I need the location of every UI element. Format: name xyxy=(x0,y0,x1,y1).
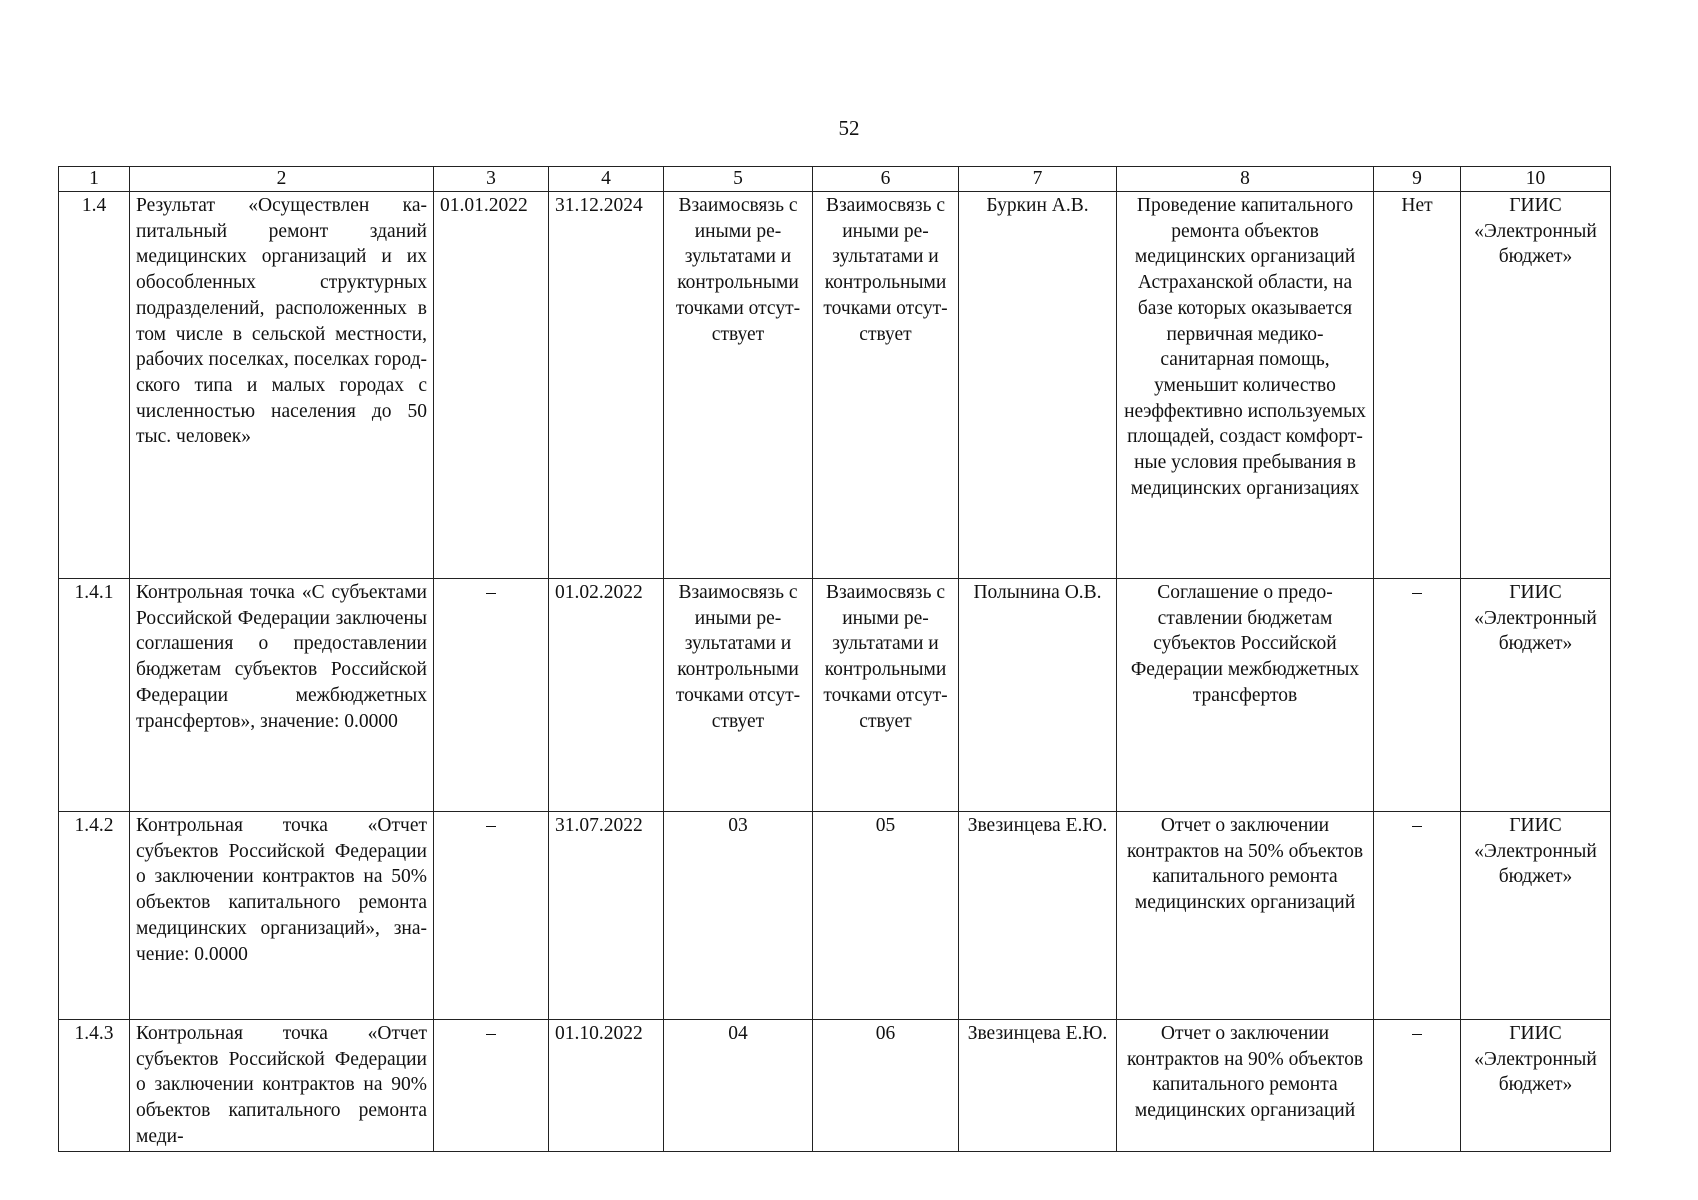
column-number-row xyxy=(59,167,1611,192)
information-system: ГИИС «Электронный бюджет» xyxy=(1461,579,1611,812)
end-date: 31.07.2022 xyxy=(549,812,664,1020)
page-number: 52 xyxy=(838,116,860,140)
successors: Взаимосвязь с иными результатами и контрольными точками отсутствует xyxy=(813,579,959,812)
item-name: Контрольная точка «Отчет субъектов Российской Федерации о заключении контрактов на 90% объектов капитального ремонта меди- xyxy=(130,1020,434,1152)
result-description: Отчет о заключении контрактов на 90% объектов капитального ремонта медицинских организаций xyxy=(1117,1020,1374,1152)
column-number: 10 xyxy=(1461,167,1611,192)
column-number: 5 xyxy=(664,167,813,192)
successors: 06 xyxy=(813,1020,959,1152)
start-date: – xyxy=(434,1020,549,1152)
result-description: Отчет о заключении контрактов на 50% объектов капитального ремонта медицинских организаций xyxy=(1117,812,1374,1020)
successors: Взаимосвязь с иными результатами и контрольными точками отсутствует xyxy=(813,192,959,579)
item-name: Результат «Осуществлен капитальный ремонт зданий медицинских организаций и их обособленных структурных подразделений, расположенных в том числе в сельской местности, рабочих поселках, поселках городского типа и малых городах с численностью населения до 50 тыс. человек» xyxy=(130,192,434,579)
start-date: – xyxy=(434,812,549,1020)
flag-value: Нет xyxy=(1374,192,1461,579)
successors: 05 xyxy=(813,812,959,1020)
column-number: 8 xyxy=(1117,167,1374,192)
end-date: 01.02.2022 xyxy=(549,579,664,812)
table-row xyxy=(59,579,1611,812)
item-number: 1.4.3 xyxy=(59,1020,130,1152)
column-number: 3 xyxy=(434,167,549,192)
start-date: – xyxy=(434,579,549,812)
item-number: 1.4.1 xyxy=(59,579,130,812)
column-number: 7 xyxy=(959,167,1117,192)
responsible-person: Звезинцева Е.Ю. xyxy=(959,1020,1117,1152)
responsible-person: Звезинцева Е.Ю. xyxy=(959,812,1117,1020)
item-number: 1.4 xyxy=(59,192,130,579)
column-number: 1 xyxy=(59,167,130,192)
column-number: 6 xyxy=(813,167,959,192)
result-description: Соглашение о предоставлении бюджетам субъектов Российской Федерации межбюджетных трансфертов xyxy=(1117,579,1374,812)
item-name: Контрольная точка «С субъектами Российской Федерации заключены соглашения о предоставлении бюджетам субъектов Российской Федерации межбюджетных трансфертов», значение: 0.0000 xyxy=(130,579,434,812)
item-name: Контрольная точка «Отчет субъектов Российской Федерации о заключении контрактов на 50% объектов капитального ремонта медицинских организаций», значение: 0.0000 xyxy=(130,812,434,1020)
information-system: ГИИС «Электронный бюджет» xyxy=(1461,1020,1611,1152)
flag-value: – xyxy=(1374,1020,1461,1152)
end-date: 31.12.2024 xyxy=(549,192,664,579)
flag-value: – xyxy=(1374,812,1461,1020)
responsible-person: Полынина О.В. xyxy=(959,579,1117,812)
predecessors: 04 xyxy=(664,1020,813,1152)
table-row xyxy=(59,812,1611,1020)
column-number: 9 xyxy=(1374,167,1461,192)
table-row xyxy=(59,192,1611,579)
predecessors: 03 xyxy=(664,812,813,1020)
information-system: ГИИС «Электронный бюджет» xyxy=(1461,192,1611,579)
responsible-person: Буркин А.В. xyxy=(959,192,1117,579)
column-number: 4 xyxy=(549,167,664,192)
information-system: ГИИС «Электронный бюджет» xyxy=(1461,812,1611,1020)
column-number: 2 xyxy=(130,167,434,192)
end-date: 01.10.2022 xyxy=(549,1020,664,1152)
item-number: 1.4.2 xyxy=(59,812,130,1020)
result-description: Проведение капитального ремонта объектов медицинских организаций Астраханской области, на базе которых оказывается первичная медико-санитарная помощь, уменьшит количество неэффективно используемых площадей, создаст комфортные условия пребывания в медицинских организациях xyxy=(1117,192,1374,579)
plan-table xyxy=(58,166,1611,1152)
predecessors: Взаимосвязь с иными результатами и контрольными точками отсутствует xyxy=(664,192,813,579)
table-row xyxy=(59,1020,1611,1152)
predecessors: Взаимосвязь с иными результатами и контрольными точками отсутствует xyxy=(664,579,813,812)
start-date: 01.01.2022 xyxy=(434,192,549,579)
flag-value: – xyxy=(1374,579,1461,812)
